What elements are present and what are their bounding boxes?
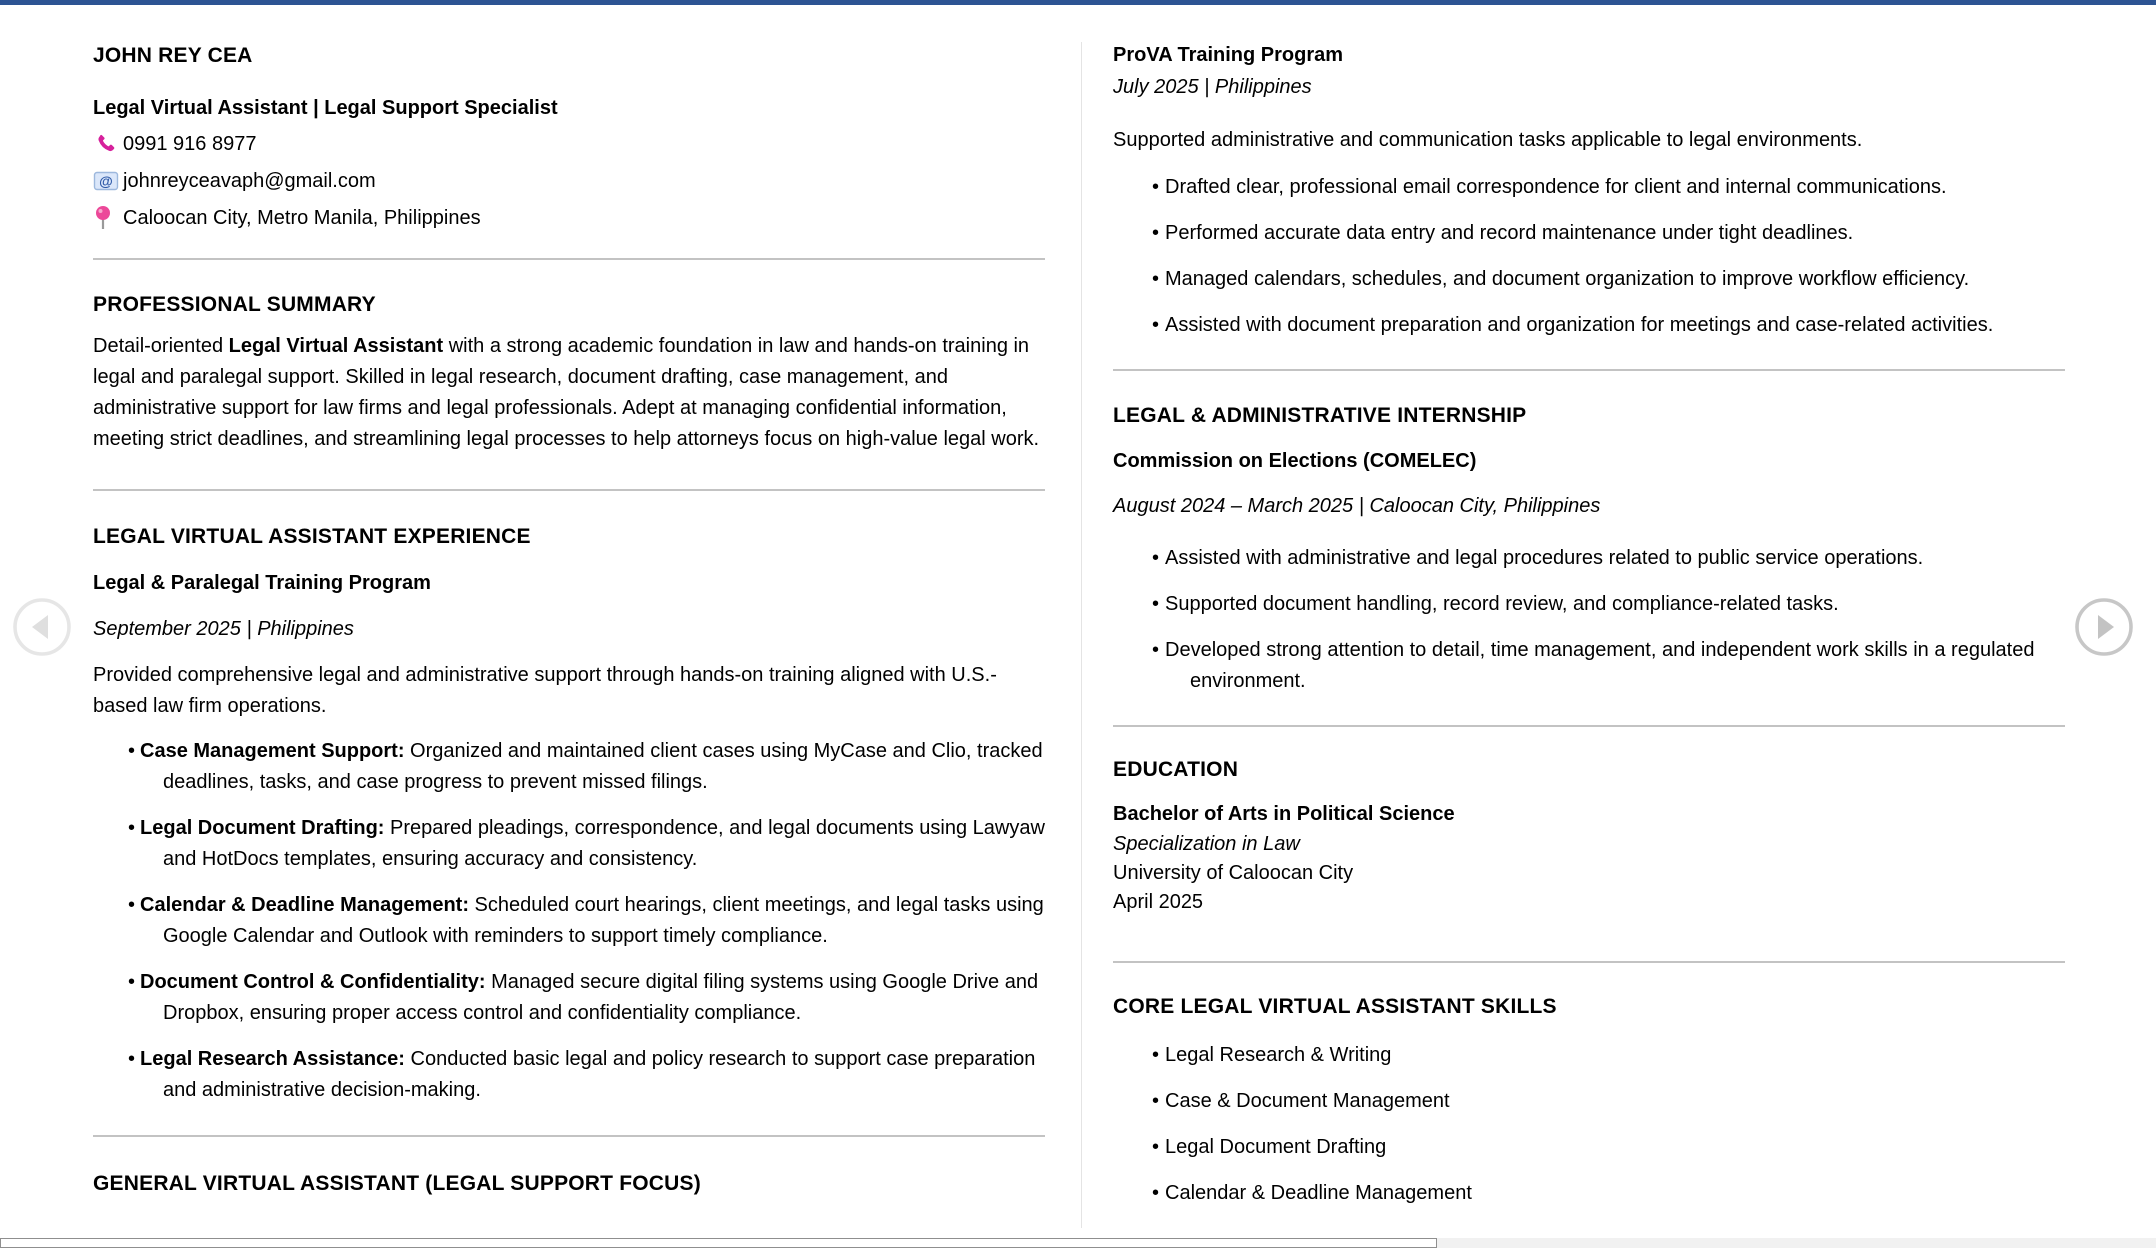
list-item: • Calendar & Deadline Management <box>1152 1182 1472 1204</box>
contact-phone-row <box>93 131 1045 157</box>
internship-meta: August 2024 – March 2025 | Caloocan City, Philippines <box>1113 495 1601 517</box>
section-divider <box>93 258 1045 260</box>
list-item: • Supported document handling, record review, and compliance-related tasks. <box>1152 593 1839 615</box>
list-item: • Calendar & Deadline Management: Scheduled court hearings, client meetings, and legal tasks using Google Calendar and Outlook with reminders to support timely compliance. <box>128 894 1044 947</box>
list-item: • Drafted clear, professional email correspondence for client and internal communications. <box>1152 176 1947 198</box>
list-item: • Case Management Support: Organized and maintained client cases using MyCase and Clio, tracked deadlines, tasks, and case progress to prevent missed filings. <box>128 740 1043 793</box>
education-degree: Bachelor of Arts in Political Science <box>1113 803 1455 825</box>
summary-strong: Legal Virtual Assistant <box>228 335 444 357</box>
list-item: • Legal Document Drafting: Prepared pleadings, correspondence, and legal documents using Lawyaw and HotDocs templates, ensuring accuracy and consistency. <box>128 817 1045 870</box>
svg-text:@: @ <box>99 173 113 189</box>
prova-meta: July 2025 | Philippines <box>1113 76 1312 98</box>
resume-name: JOHN REY CEA <box>93 44 253 67</box>
education-school: University of Caloocan City <box>1113 862 1354 884</box>
section-divider <box>1113 961 2065 963</box>
contact-phone: 0991 916 8977 <box>123 132 257 155</box>
experience-intro: Provided comprehensive legal and administrative support through hands-on training aligned with U.S.-based law firm operations. <box>93 664 997 717</box>
resume-header <box>93 44 1045 231</box>
next-page-button[interactable] <box>2073 596 2135 658</box>
list-item: • Performed accurate data entry and record maintenance under tight deadlines. <box>1152 222 1854 244</box>
experience-bullets <box>93 736 1045 1121</box>
contact-location-row <box>93 205 1045 231</box>
section-divider <box>1113 725 2065 727</box>
summary-rest: with a strong academic foundation in law and hands-on training in legal and paralegal support. Skilled in legal research, document drafting, case management, and administrative support for law firms and legal professionals. Adept at managing confidential information, meeting strict deadlines, and streamlining legal processes to help attorneys focus on high-value legal work. <box>93 335 1040 450</box>
contact-email: johnreyceavaph@gmail.com <box>123 169 376 192</box>
prova-bullets <box>1113 172 2065 356</box>
section-divider <box>93 1135 1045 1137</box>
previous-page-button[interactable] <box>11 596 73 658</box>
round-pushpin-icon <box>93 205 123 231</box>
horizontal-scrollbar-thumb[interactable] <box>0 1238 1437 1248</box>
summary-paragraph <box>93 331 1045 455</box>
list-item: • Legal Research & Writing <box>1152 1044 1392 1066</box>
general-va-heading: GENERAL VIRTUAL ASSISTANT (LEGAL SUPPORT FOCUS) <box>93 1172 701 1195</box>
experience-heading: LEGAL VIRTUAL ASSISTANT EXPERIENCE <box>93 525 531 548</box>
experience-role: Legal & Paralegal Training Program <box>93 572 431 594</box>
summary-heading: PROFESSIONAL SUMMARY <box>93 293 376 316</box>
skills-bullets <box>1113 1040 2065 1224</box>
list-item: • Developed strong attention to detail, time management, and independent work skills in a regulated environment. <box>1152 639 2035 692</box>
education-heading: EDUCATION <box>1113 758 1239 781</box>
internship-heading: LEGAL & ADMINISTRATIVE INTERNSHIP <box>1113 404 1527 427</box>
list-item: • Assisted with document preparation and organization for meetings and case-related activities. <box>1152 314 1994 336</box>
summary-lead: Detail-oriented <box>93 335 229 357</box>
contact-email-row <box>93 168 1045 194</box>
education-date: April 2025 <box>1113 891 1204 913</box>
resume-title: Legal Virtual Assistant | Legal Support Specialist <box>93 97 558 119</box>
skills-heading: CORE LEGAL VIRTUAL ASSISTANT SKILLS <box>1113 995 1557 1018</box>
education-specialization: Specialization in Law <box>1113 833 1300 855</box>
top-accent-bar <box>0 0 2156 5</box>
chevron-left-circle-icon <box>11 596 73 658</box>
prova-intro: Supported administrative and communication tasks applicable to legal environments. <box>1113 129 1863 151</box>
list-item: • Case & Document Management <box>1152 1090 1450 1112</box>
section-divider <box>93 489 1045 491</box>
section-divider <box>1113 369 2065 371</box>
chevron-right-circle-icon <box>2073 596 2135 658</box>
page-divider <box>1081 42 1082 1228</box>
education-block <box>1113 803 2065 914</box>
phone-receiver-icon <box>93 132 123 156</box>
list-item: • Assisted with administrative and legal procedures related to public service operations. <box>1152 547 1924 569</box>
experience-meta: September 2025 | Philippines <box>93 618 354 640</box>
internship-bullets <box>1113 543 2065 712</box>
list-item: • Legal Document Drafting <box>1152 1136 1387 1158</box>
prova-role: ProVA Training Program <box>1113 44 1344 66</box>
list-item: • Managed calendars, schedules, and document organization to improve workflow efficiency. <box>1152 268 1970 290</box>
horizontal-scrollbar-track[interactable] <box>0 1238 2156 1248</box>
internship-org: Commission on Elections (COMELEC) <box>1113 450 1477 472</box>
list-item: • Legal Research Assistance: Conducted basic legal and policy research to support case preparation and administrative decision-making. <box>128 1048 1036 1101</box>
contact-location: Caloocan City, Metro Manila, Philippines <box>123 206 481 229</box>
list-item: • Document Control & Confidentiality: Managed secure digital filing systems using Google Drive and Dropbox, ensuring proper access control and confidentiality compliance. <box>128 971 1039 1024</box>
email-envelope-icon <box>93 170 123 192</box>
